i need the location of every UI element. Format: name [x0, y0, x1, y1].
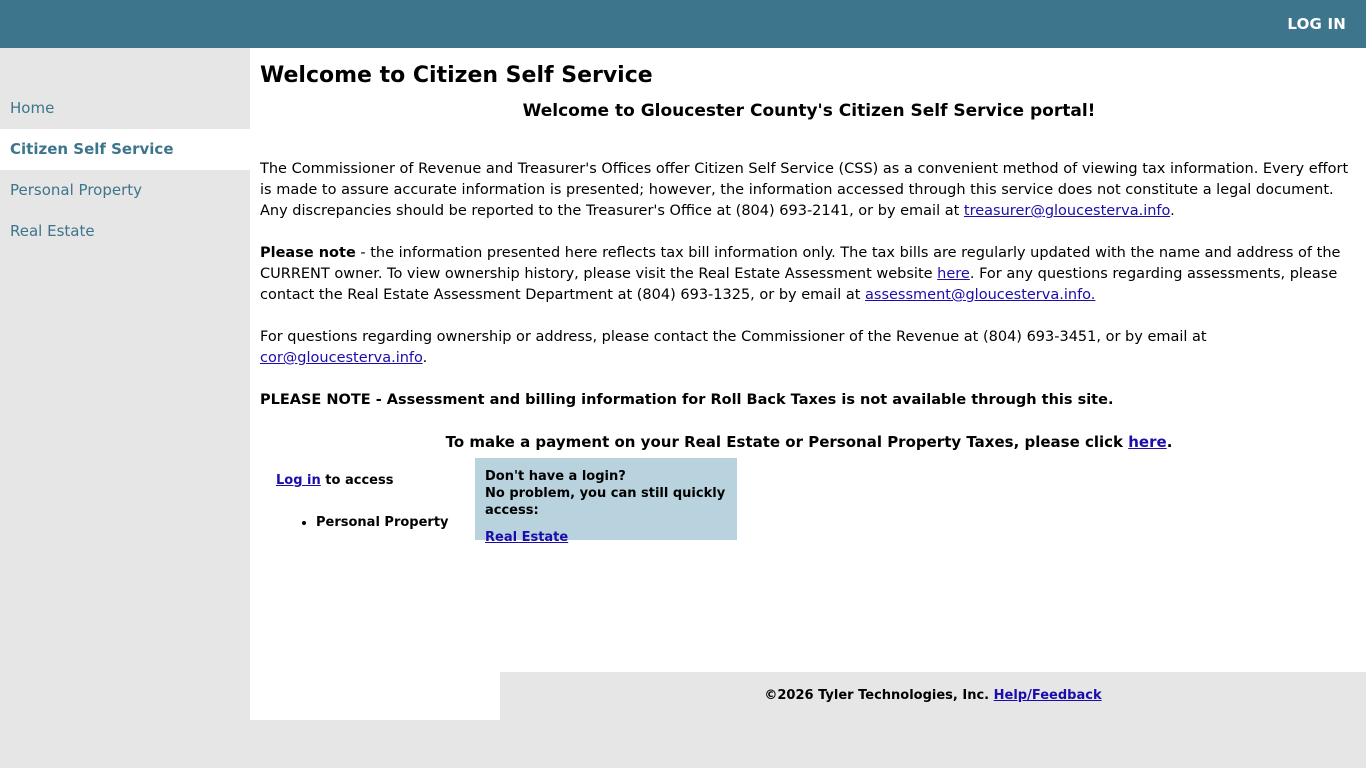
note-text-2: . For any questions regarding assessments, please contact the Real Estate Assessment Department at (804) 693-1325, or by email at	[260, 266, 1338, 303]
payment-notice	[260, 432, 1358, 453]
ownership-end: .	[422, 350, 428, 366]
guest-line-1: Don't have a login?	[485, 469, 626, 484]
sidebar-item-citizen-self-service[interactable]: Citizen Self Service	[0, 129, 250, 170]
treasurer-email-link[interactable]: treasurer@gloucesterva.info	[963, 203, 1171, 219]
login-access-link[interactable]: Log in	[276, 473, 321, 488]
login-button[interactable]: LOG IN	[1287, 15, 1346, 33]
note-paragraph	[260, 243, 1358, 306]
footer-copyright: ©2026 Tyler Technologies, Inc.	[764, 688, 990, 703]
footer	[500, 672, 1366, 720]
payment-text: To make a payment on your Real Estate or Personal Property Taxes, please click	[445, 433, 1129, 451]
assessment-website-link[interactable]: here	[937, 266, 970, 282]
intro-text: The Commissioner of Revenue and Treasurer's Offices offer Citizen Self Service (CSS) as a convenient method of viewing tax information. Every effort is made to assure accurate information is presented; however, the information accessed through this service does not constitute a legal document. Any discrepancies should be reported to the Treasurer's Office at (804) 693-2141, or by email at	[260, 161, 1349, 219]
sidebar-nav	[0, 88, 250, 252]
footer-spacer	[250, 672, 500, 720]
cor-email-link[interactable]: cor@gloucesterva.info	[260, 350, 423, 366]
intro-paragraph	[260, 159, 1358, 222]
sidebar	[0, 48, 250, 768]
guest-real-estate-link[interactable]: Real Estate	[485, 530, 569, 545]
main-content	[250, 48, 1366, 720]
login-access-suffix: to access	[320, 473, 394, 488]
guest-access-box	[475, 458, 737, 545]
help-feedback-link[interactable]: Help/Feedback	[993, 688, 1102, 703]
list-item: • Personal Property	[316, 514, 449, 532]
login-access-list	[316, 514, 449, 532]
payment-end: .	[1166, 433, 1173, 451]
payment-link[interactable]: here	[1128, 433, 1167, 451]
sidebar-item-personal-property[interactable]: Personal Property	[10, 181, 143, 199]
note-label: Please note	[260, 245, 356, 261]
intro-end: .	[1170, 203, 1175, 219]
top-bar	[0, 0, 1366, 48]
ownership-paragraph	[260, 327, 1358, 369]
note-text: - the information presented here reflects tax bill information only. The tax bills are regularly updated with the name and address of the CURRENT owner. To view ownership history, please visit the Real Estate Assessment website	[260, 245, 1341, 282]
ownership-text: For questions regarding ownership or address, please contact the Commissioner of the Revenue at (804) 693-3451, or by email at	[260, 329, 1207, 345]
sidebar-item-real-estate[interactable]: Real Estate	[10, 222, 95, 240]
page-title: Welcome to Citizen Self Service	[260, 63, 653, 88]
welcome-heading: Welcome to Gloucester County's Citizen Self Service portal!	[522, 101, 1096, 121]
rollback-note: PLEASE NOTE - Assessment and billing information for Roll Back Taxes is not available through this site.	[260, 392, 1114, 408]
login-access-panel	[276, 473, 449, 532]
access-row	[260, 458, 1358, 548]
assessment-email-link[interactable]: assessment@gloucesterva.info.	[865, 287, 1096, 303]
sidebar-item-home[interactable]: Home	[10, 99, 55, 117]
guest-line-2: No problem, you can still quickly access:	[485, 486, 726, 518]
